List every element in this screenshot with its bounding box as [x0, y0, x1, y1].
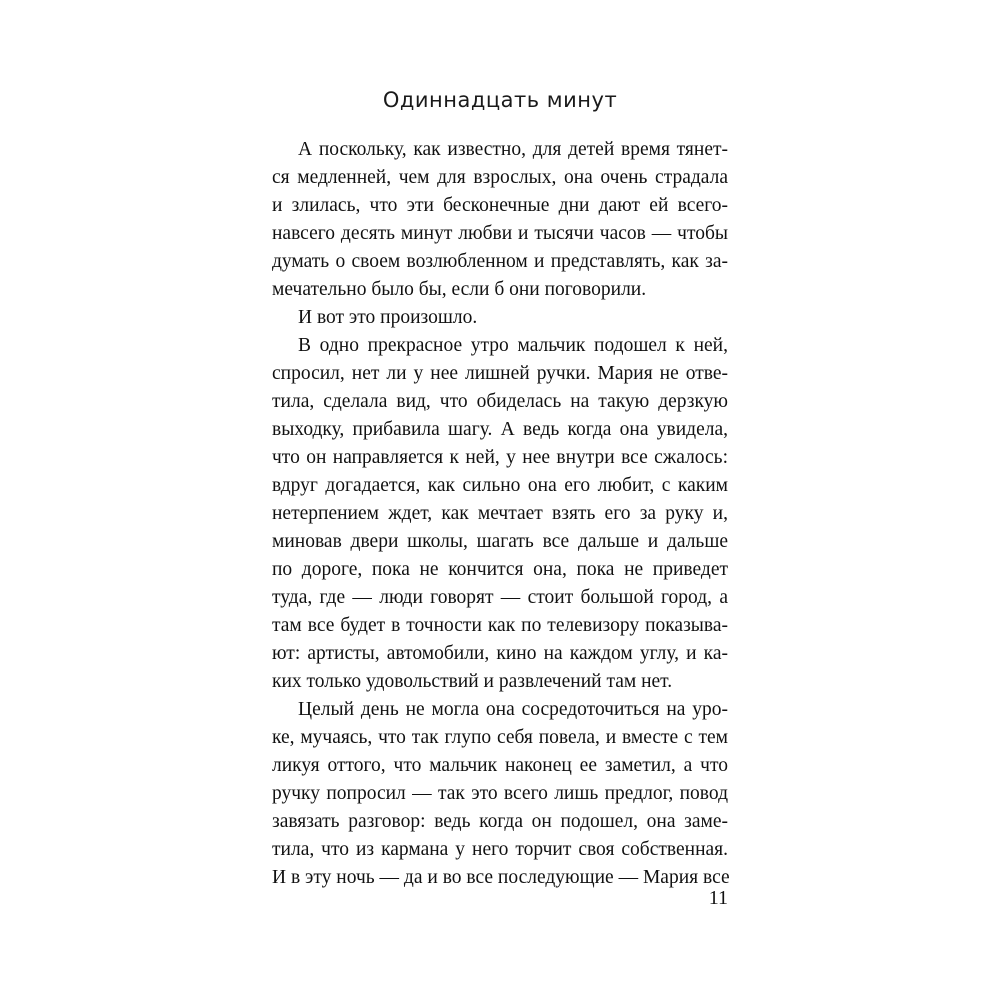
- text-line: выходку, прибавила шагу. А ведь когда она увидела,: [272, 419, 728, 440]
- text-line: по дороге, пока не кончится она, пока не приведет: [272, 559, 728, 580]
- page-number: 11: [708, 887, 728, 909]
- text-line: ют: артисты, автомобили, кино на каждом углу, и ка-: [272, 643, 728, 664]
- text-line: туда, где — люди говорят — стоит большой город, а: [272, 587, 728, 608]
- text-line: ручку попросил — так это всего лишь предлог, повод: [272, 783, 728, 804]
- text-line: думать о своем возлюбленном и представлять, как за-: [272, 251, 728, 272]
- text-line: навсего десять минут любви и тысячи часов — чтобы: [272, 223, 728, 244]
- text-line: миновав двери школы, шагать все дальше и дальше: [272, 531, 728, 552]
- text-line: спросил, нет ли у нее лишней ручки. Мария не отве-: [272, 363, 728, 384]
- text-line: ся медленней, чем для взрослых, она очень страдала: [272, 167, 728, 188]
- text-line: нетерпением ждет, как мечтает взять его за руку и,: [272, 503, 728, 524]
- text-line: И в эту ночь — да и во все последующие — Мария все: [272, 867, 730, 888]
- text-line: вдруг догадается, как сильно она его любит, с каким: [272, 475, 728, 496]
- text-line: и злилась, что эти бесконечные дни дают ей всего-: [272, 195, 728, 216]
- text-line: ликуя оттого, что мальчик наконец ее заметил, а что: [272, 755, 728, 776]
- text-line: ких только удовольствий и развлечений там нет.: [272, 671, 673, 692]
- text-line: Целый день не могла она сосредоточиться на уро-: [298, 699, 728, 720]
- text-line: завязать разговор: ведь когда он подошел, она заме-: [272, 811, 728, 832]
- running-head: Одиннадцать минут: [382, 88, 618, 112]
- text-line: ке, мучаясь, что так глупо себя повела, и вместе с тем: [272, 727, 728, 748]
- text-line: что он направляется к ней, у нее внутри все сжалось:: [272, 447, 728, 468]
- text-line: И вот это произошло.: [298, 307, 478, 328]
- text-line: тила, что из кармана у него торчит своя собственная.: [272, 839, 728, 860]
- text-line: мечательно было бы, если б они поговорили.: [272, 279, 647, 300]
- text-line: тила, сделала вид, что обиделась на такую дерзкую: [272, 391, 728, 412]
- text-line: А поскольку, как известно, для детей время тянет-: [298, 139, 728, 160]
- text-line: В одно прекрасное утро мальчик подошел к ней,: [298, 335, 728, 356]
- text-line: там все будет в точности как по телевизору показыва-: [272, 615, 728, 636]
